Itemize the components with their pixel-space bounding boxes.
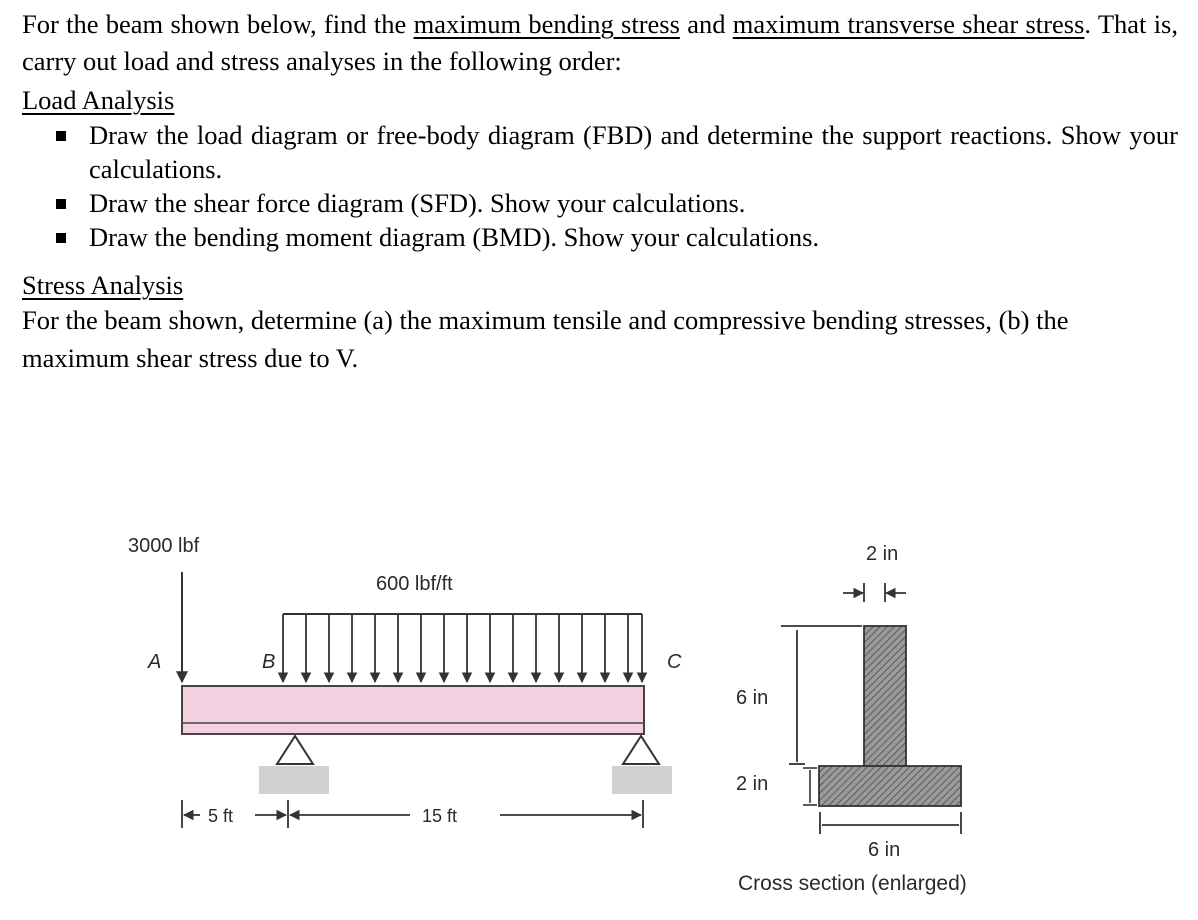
bottom-width-label: 6 in (868, 839, 901, 861)
top-width-dimension (843, 583, 906, 602)
intro-text-and: and (679, 9, 733, 39)
support-b (259, 736, 329, 794)
span-ab-label: 5 ft (208, 806, 234, 826)
distributed-load-label: 600 lbf/ft (376, 573, 453, 595)
section-caption: Cross section (enlarged) (738, 872, 967, 895)
point-b-label: B (262, 651, 276, 673)
intro-text: For the beam shown below, find the (22, 9, 414, 39)
flange-height-dimension (803, 768, 817, 805)
maximum-bending-stress-term: maximum bending stress (413, 9, 680, 39)
intro-text-rest: . That is, carry out load and stress analyses in the following order: (22, 9, 1178, 76)
maximum-shear-stress-term: maximum transverse shear stress (732, 9, 1085, 39)
span-bc-label: 15 ft (422, 806, 458, 826)
bottom-width-dimension (820, 812, 961, 834)
beam (182, 686, 644, 734)
list-item-text: Draw the shear force diagram (SFD). Show your calculations. (89, 188, 746, 218)
distributed-load-arrows (283, 614, 642, 682)
point-a-label: A (148, 651, 162, 673)
web-height-dimension (781, 626, 862, 764)
list-item-text: Draw the bending moment diagram (BMD). Show your calculations. (89, 222, 820, 252)
top-width-label: 2 in (866, 543, 899, 565)
stress-analysis-heading-text: Stress Analysis (22, 270, 184, 300)
span-dimensions (182, 800, 643, 828)
flange-height-label: 2 in (736, 773, 769, 795)
t-section (819, 626, 961, 806)
list-item-text: Draw the load diagram or free-body diagram (FBD) and determine the support reactions. Show your calculations. (89, 120, 1178, 184)
point-load-label: 3000 lbf (128, 535, 200, 557)
web-height-label: 6 in (736, 687, 769, 709)
point-c-label: C (667, 651, 682, 673)
stress-analysis-body: For the beam shown, determine (a) the maximum tensile and compressive bending stresses, (b) the maximum shear stress due to V. (22, 305, 1069, 373)
support-c (612, 736, 672, 794)
load-analysis-heading-text: Load Analysis (22, 85, 175, 115)
